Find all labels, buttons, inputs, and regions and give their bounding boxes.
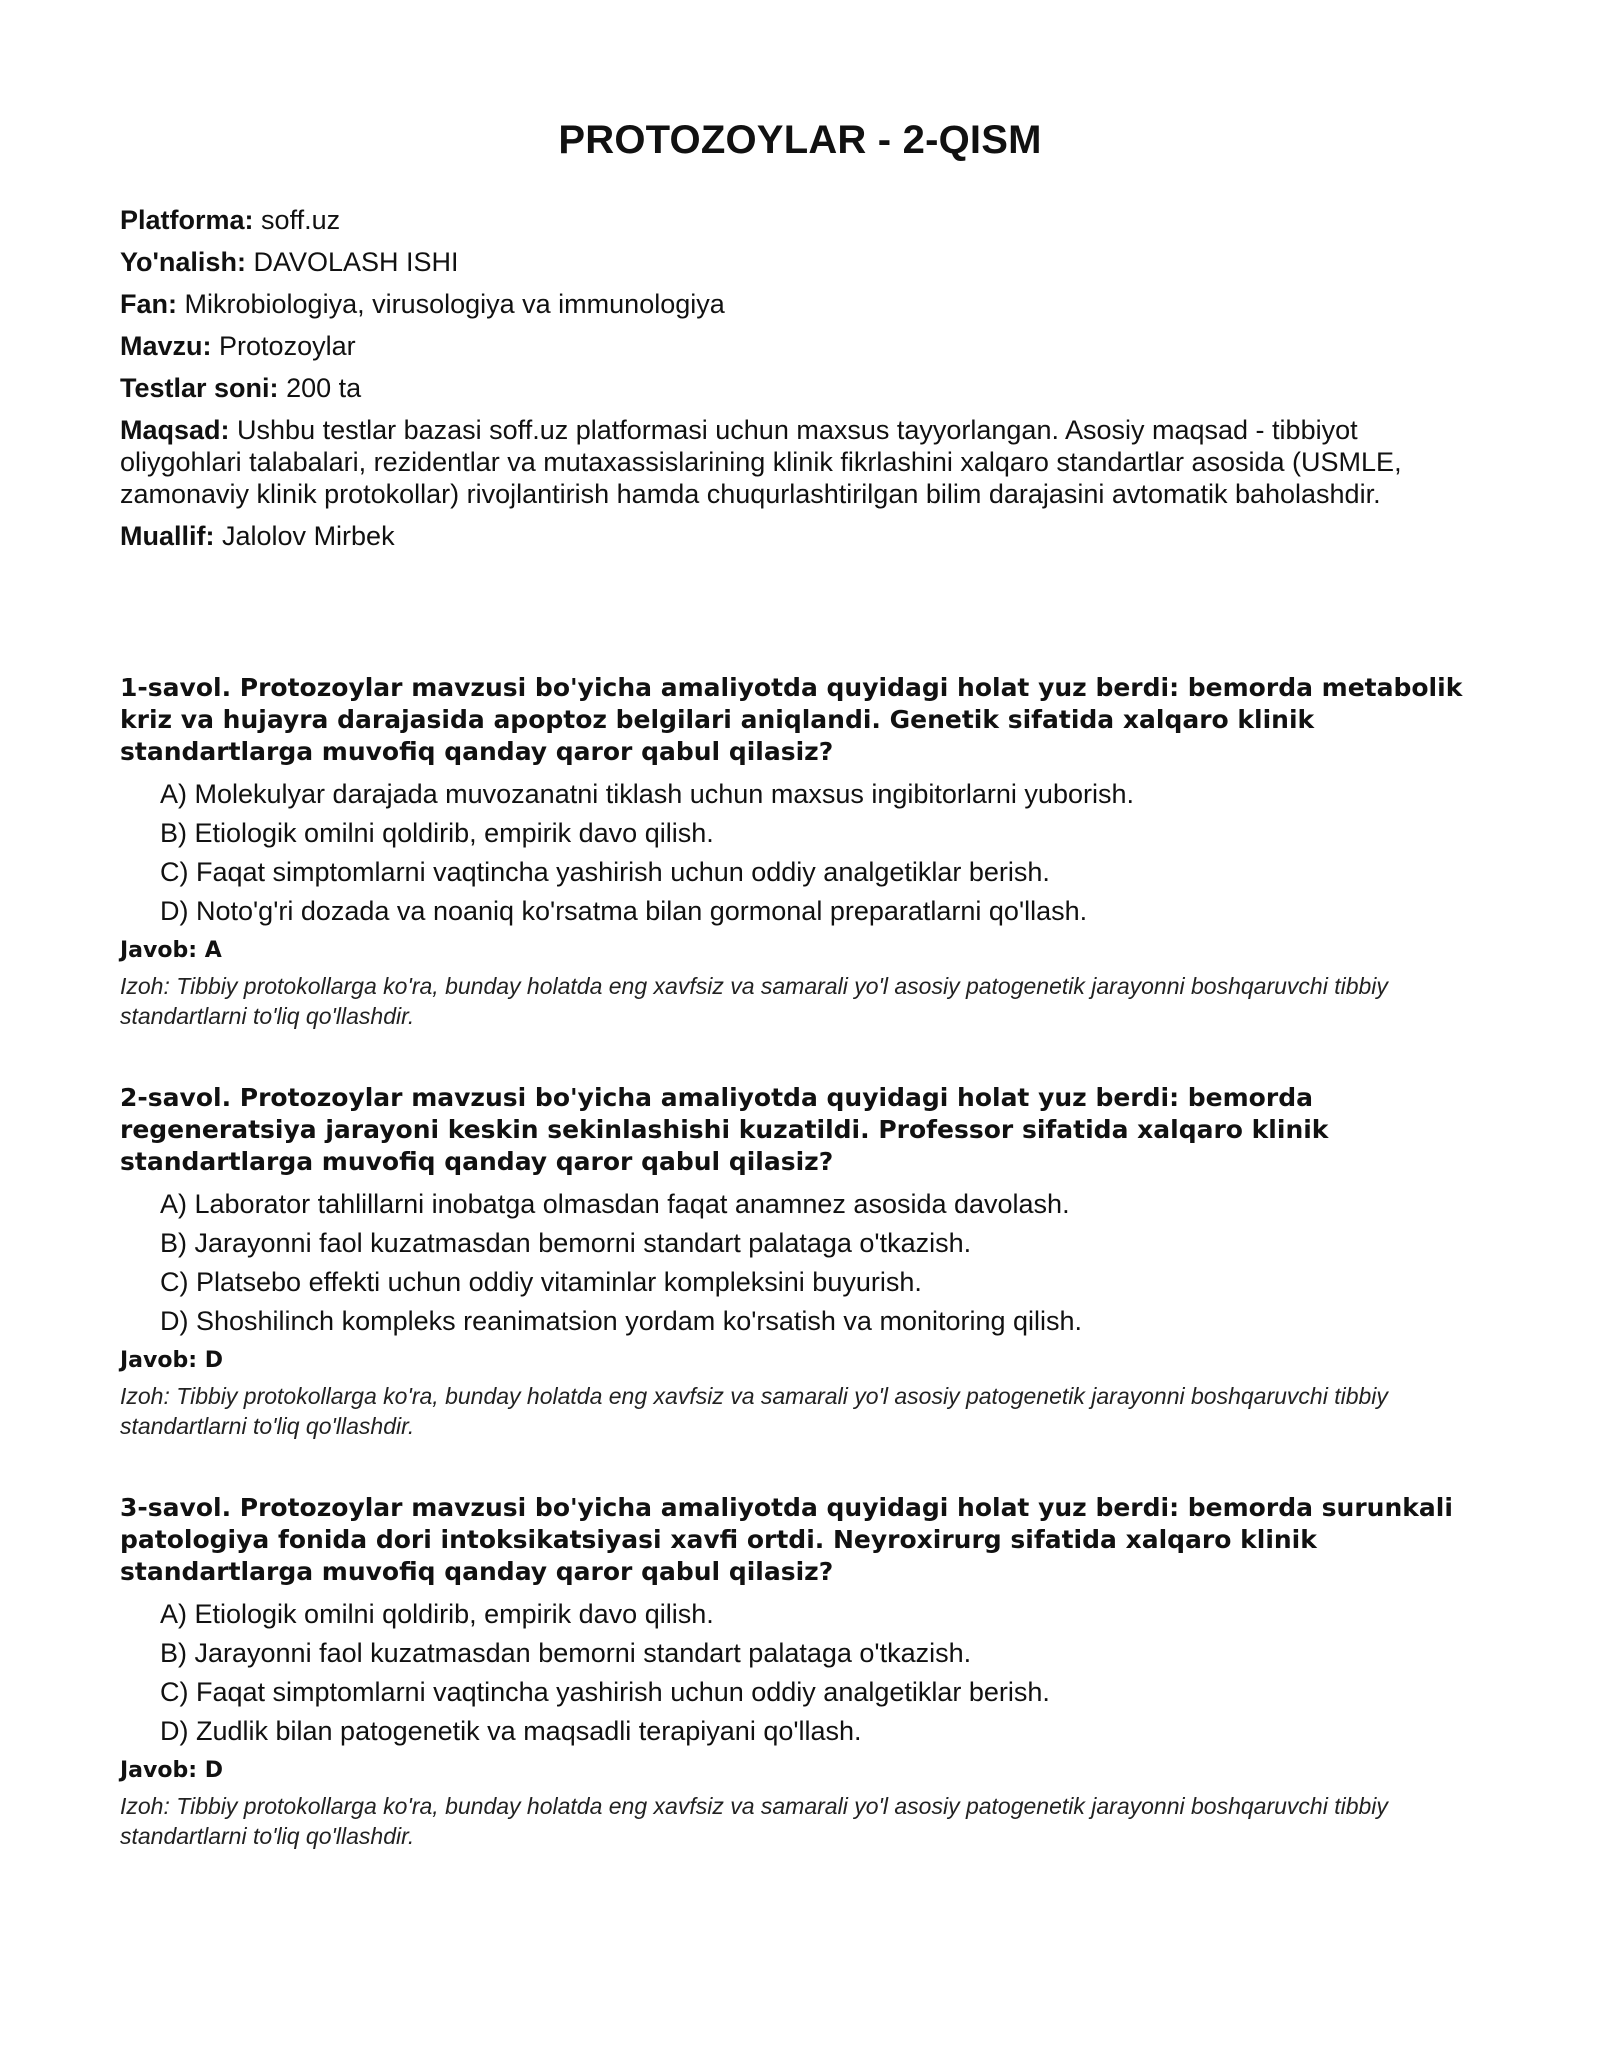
- explanation-note: Izoh: Tibbiy protokollarga ko'ra, bunday holatda eng xavfsiz va samarali yo'l asosiy patogenetik jarayonni boshqaruvchi tibbiy standartlarni to'liq qo'llashdir.: [120, 973, 1388, 1029]
- meta-label: Testlar soni:: [120, 373, 279, 403]
- explanation-note: Izoh: Tibbiy protokollarga ko'ra, bunday holatda eng xavfsiz va samarali yo'l asosiy patogenetik jarayonni boshqaruvchi tibbiy standartlarni to'liq qo'llashdir.: [120, 1793, 1388, 1849]
- option-a: A) Molekulyar darajada muvozanatni tiklash uchun maxsus ingibitorlarni yuborish.: [160, 779, 1134, 809]
- meta-label: Muallif:: [120, 521, 215, 551]
- option-c: C) Faqat simptomlarni vaqtincha yashirish uchun oddiy analgetiklar berish.: [160, 1677, 1050, 1707]
- explanation-note: Izoh: Tibbiy protokollarga ko'ra, bunday holatda eng xavfsiz va samarali yo'l asosiy patogenetik jarayonni boshqaruvchi tibbiy standartlarni to'liq qo'llashdir.: [120, 1383, 1388, 1439]
- option-b: B) Etiologik omilni qoldirib, empirik davo qilish.: [160, 818, 714, 848]
- option-d: D) Zudlik bilan patogenetik va maqsadli terapiyani qo'llash.: [160, 1716, 862, 1746]
- question-2: [120, 1082, 1490, 1441]
- answer-options: [120, 1188, 1490, 1337]
- option-c: C) Platsebo effekti uchun oddiy vitaminlar kompleksini buyurish.: [160, 1267, 922, 1297]
- meta-value: soff.uz: [261, 205, 341, 235]
- meta-direction: [120, 246, 1480, 278]
- question-text: 1-savol. Protozoylar mavzusi bo'yicha amaliyotda quyidagi holat yuz berdi: bemorda metabolik kriz va hujayra darajasida apoptoz belgilari aniqlandi. Genetik sifatida xalqaro klinik standartlarga muvofiq qanday qaror qabul qilasiz?: [120, 673, 1463, 766]
- meta-value: DAVOLASH ISHI: [253, 247, 459, 277]
- answer-options: [120, 1598, 1490, 1747]
- option-a: A) Etiologik omilni qoldirib, empirik davo qilish.: [160, 1599, 714, 1629]
- meta-label: Platforma:: [120, 205, 254, 235]
- meta-test-count: [120, 372, 1480, 404]
- meta-value: Mikrobiologiya, virusologiya va immunologiya: [184, 289, 725, 319]
- answer-key: Javob: D: [120, 1758, 223, 1783]
- document-title: PROTOZOYLAR - 2-QISM: [558, 118, 1042, 162]
- meta-purpose: [120, 414, 1480, 510]
- meta-value: Protozoylar: [219, 331, 356, 361]
- answer-key: Javob: D: [120, 1348, 223, 1373]
- option-b: B) Jarayonni faol kuzatmasdan bemorni standart palataga o'tkazish.: [160, 1228, 972, 1258]
- meta-topic: [120, 330, 1480, 362]
- meta-value: Jalolov Mirbek: [222, 521, 395, 551]
- meta-subject: [120, 288, 1480, 320]
- metadata-block: [120, 204, 1480, 562]
- option-c: C) Faqat simptomlarni vaqtincha yashirish uchun oddiy analgetiklar berish.: [160, 857, 1050, 887]
- meta-label: Mavzu:: [120, 331, 212, 361]
- meta-label: Yo'nalish:: [120, 247, 246, 277]
- meta-author: [120, 520, 1480, 552]
- question-1: [120, 672, 1490, 1031]
- option-d: D) Shoshilinch kompleks reanimatsion yordam ko'rsatish va monitoring qilish.: [160, 1306, 1083, 1336]
- option-a: A) Laborator tahlillarni inobatga olmasdan faqat anamnez asosida davolash.: [160, 1189, 1070, 1219]
- meta-value: 200 ta: [286, 373, 362, 403]
- meta-label: Fan:: [120, 289, 177, 319]
- answer-key: Javob: A: [120, 938, 222, 963]
- meta-platform: [120, 204, 1480, 236]
- option-b: B) Jarayonni faol kuzatmasdan bemorni standart palataga o'tkazish.: [160, 1638, 972, 1668]
- question-text: 2-savol. Protozoylar mavzusi bo'yicha amaliyotda quyidagi holat yuz berdi: bemorda regeneratsiya jarayoni keskin sekinlashishi kuzatildi. Professor sifatida xalqaro klinik standartlarga muvofiq qanday qaror qabul qilasiz?: [120, 1083, 1329, 1176]
- meta-value: Ushbu testlar bazasi soff.uz platformasi uchun maxsus tayyorlangan. Asosiy maqsad - tibbiyot oliygohlari talabalari, rezidentlar va mutaxassislarining klinik fikrlashini xalqaro standartlar asosida (USMLE, zamonaviy klinik protokollar) rivojlantirish hamda chuqurlashtirilgan bilim darajasini avtomatik baholashdir.: [120, 415, 1402, 509]
- question-text: 3-savol. Protozoylar mavzusi bo'yicha amaliyotda quyidagi holat yuz berdi: bemorda surunkali patologiya fonida dori intoksikatsiyasi xavfi ortdi. Neyroxirurg sifatida xalqaro klinik standartlarga muvofiq qanday qaror qabul qilasiz?: [120, 1493, 1453, 1586]
- question-3: [120, 1492, 1490, 1851]
- meta-label: Maqsad:: [120, 415, 230, 445]
- option-d: D) Noto'g'ri dozada va noaniq ko'rsatma bilan gormonal preparatlarni qo'llash.: [160, 896, 1088, 926]
- answer-options: [120, 778, 1490, 927]
